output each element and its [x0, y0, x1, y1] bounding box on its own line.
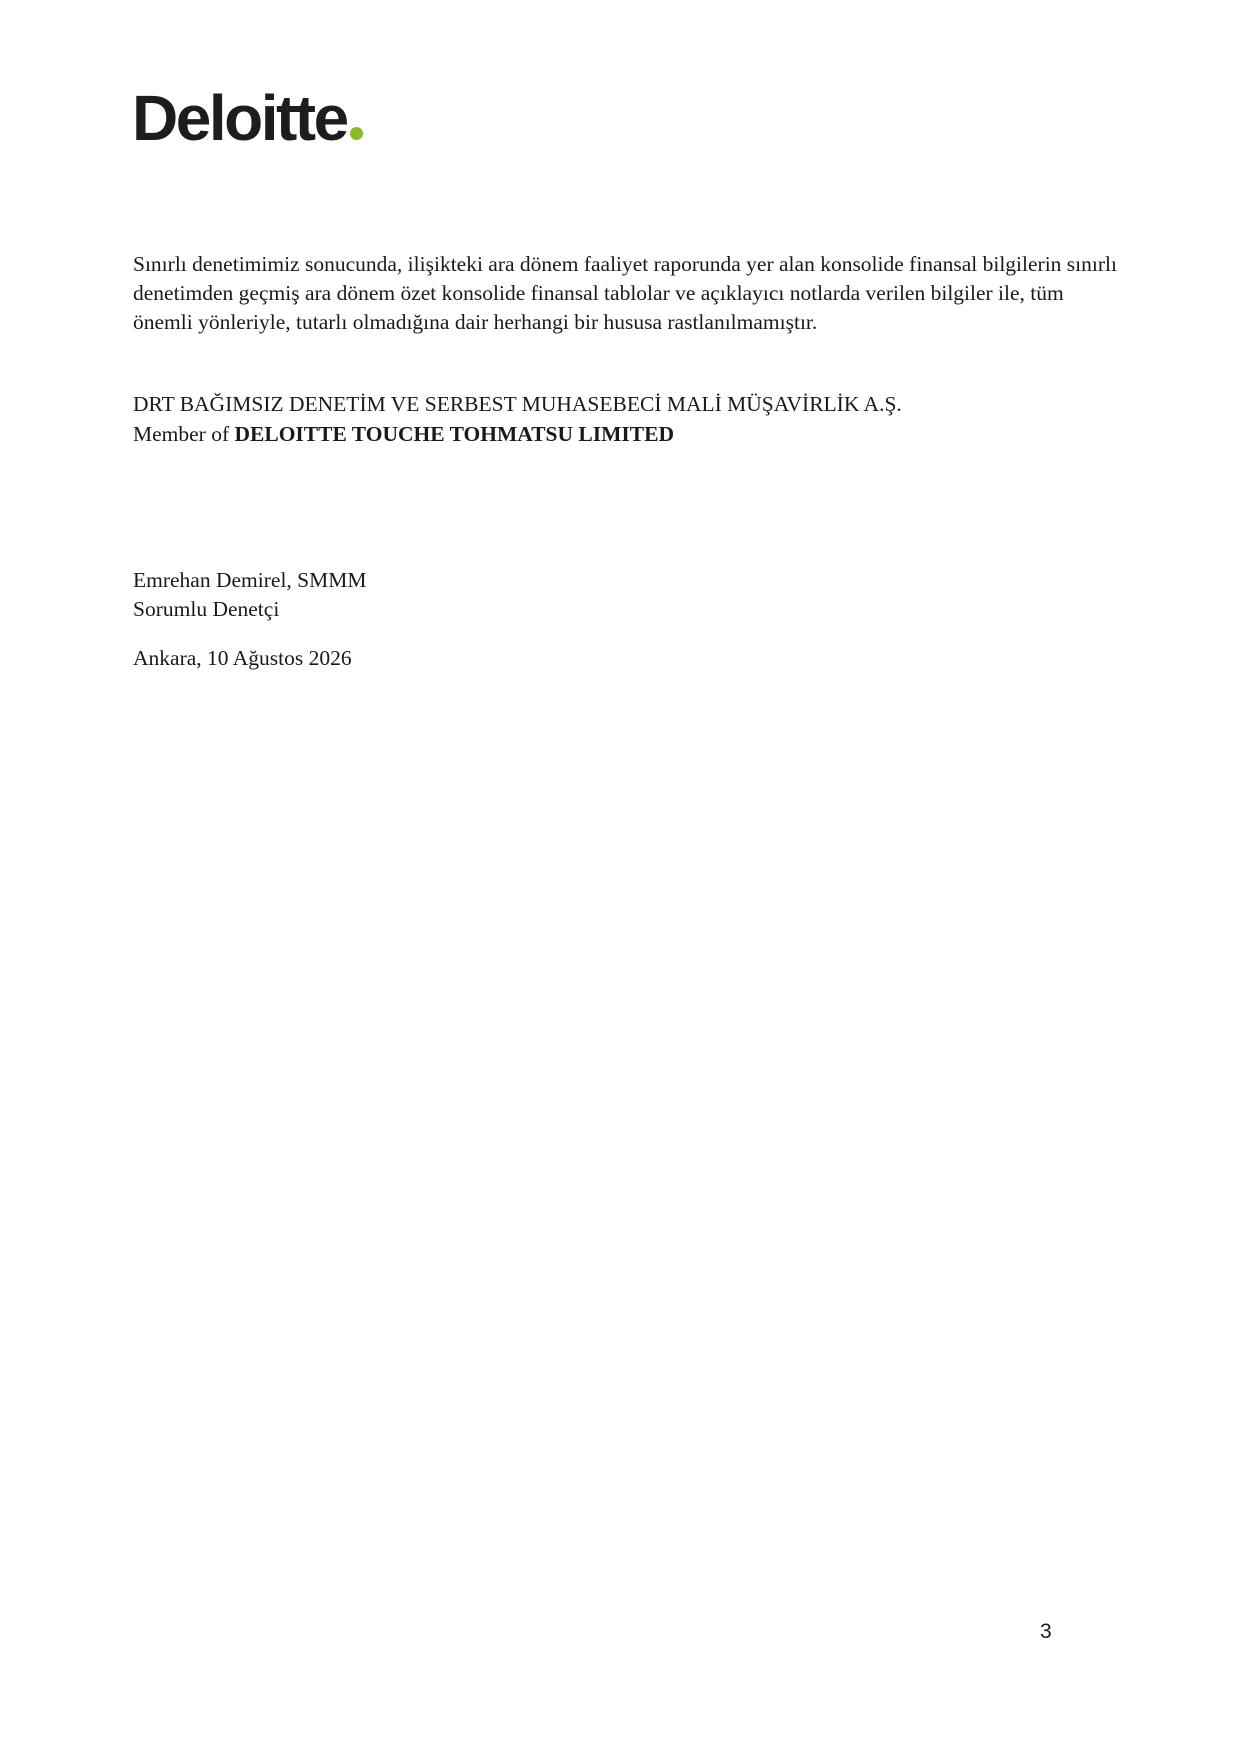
firm-name: DRT BAĞIMSIZ DENETİM VE SERBEST MUHASEBECİ MALİ MÜŞAVİRLİK A.Ş. [133, 392, 902, 416]
signatory-block [133, 566, 366, 624]
member-network-name: DELOITTE TOUCHE TOHMATSU LIMITED [234, 422, 674, 446]
signatory-name: Emrehan Demirel, SMMM [133, 568, 367, 592]
deloitte-logo [132, 82, 363, 156]
conclusion-paragraph: Sınırlı denetimimiz sonucunda, ilişikteki ara dönem faaliyet raporunda yer alan konsolide finansal bilgilerin sınırlı denetimden geçmiş ara dönem özet konsolide finansal tablolar ve açıklayıcı notlarda verilen bilgiler ile, tüm önemli yönleriyle, tutarlı olmadığına dair herhangi bir hususa rastlanılmamıştır. [133, 252, 1117, 334]
place-and-date: Ankara, 10 Ağustos 2026 [133, 646, 352, 670]
signatory-title: Sorumlu Denetçi [133, 597, 280, 621]
firm-membership [133, 419, 902, 449]
firm-block [133, 389, 902, 449]
page-number: 3 [1040, 1620, 1052, 1643]
logo-wordmark: Deloitte [132, 82, 347, 154]
member-prefix: Member of [133, 422, 235, 446]
logo-dot-icon [350, 127, 363, 140]
